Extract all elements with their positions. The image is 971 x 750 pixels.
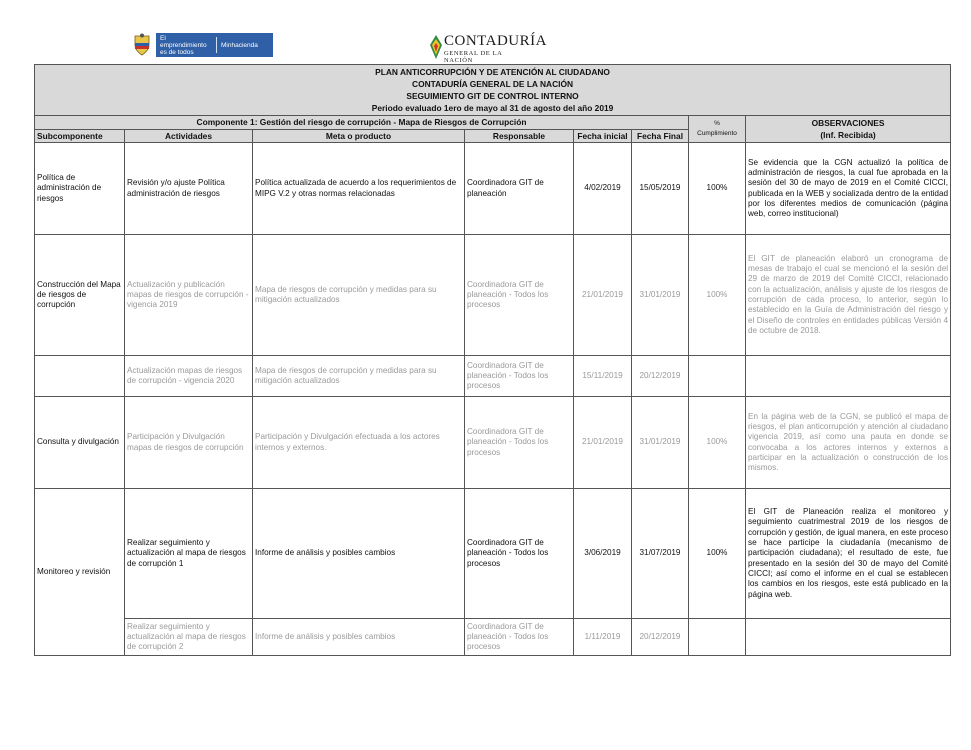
cell-meta: Política actualizada de acuerdo a los requerimientos de MIPG V.2 y otras normas relacionadas xyxy=(253,143,465,235)
col-actividades: Actividades xyxy=(125,130,253,143)
cell-fecha-inicial: 15/11/2019 xyxy=(574,356,632,397)
cell-actividad: Revisión y/o ajuste Política administración de riesgos xyxy=(125,143,253,235)
col-meta: Meta o producto xyxy=(253,130,465,143)
table-row xyxy=(35,489,951,619)
ministry-banner xyxy=(156,33,273,57)
cell-subcomponente: Consulta y divulgación xyxy=(35,397,125,489)
col-fecha-inicial: Fecha inicial xyxy=(574,130,632,143)
logo-text-line2: es de todos xyxy=(160,48,194,56)
cell-observaciones xyxy=(746,619,951,656)
header-line-2: CONTADURÍA GENERAL DE LA NACIÓN xyxy=(412,79,574,89)
header-line-3: SEGUIMIENTO GIT DE CONTROL INTERNO xyxy=(406,91,579,101)
cell-responsable: Coordinadora GIT de planeación xyxy=(465,143,574,235)
table-row xyxy=(35,143,951,235)
observaciones-label: OBSERVACIONES xyxy=(811,118,885,128)
cell-meta: Informe de análisis y posibles cambios xyxy=(253,619,465,656)
cell-subcomponente: Política de administración de riesgos xyxy=(35,143,125,235)
cell-cumplimiento: 100% xyxy=(689,235,746,356)
col-fecha-final: Fecha Final xyxy=(632,130,689,143)
cumplimiento-header xyxy=(689,116,746,143)
cell-responsable: Coordinadora GIT de planeación - Todos los procesos xyxy=(465,397,574,489)
cell-actividad: Realizar seguimiento y actualización al mapa de riesgos de corrupción 1 xyxy=(125,489,253,619)
cell-meta: Mapa de riesgos de corrupción y medidas para su mitigación actualizados xyxy=(253,235,465,356)
table-row xyxy=(35,397,951,489)
cell-actividad: Actualización mapas de riesgos de corrupción - vigencia 2020 xyxy=(125,356,253,397)
logo-subtitle: GENERAL DE LA NACIÓN xyxy=(444,50,503,64)
col-responsable: Responsable xyxy=(465,130,574,143)
cell-responsable: Coordinadora GIT de planeación - Todos los procesos xyxy=(465,235,574,356)
cell-fecha-final: 20/12/2019 xyxy=(632,619,689,656)
header-line-1: PLAN ANTICORRUPCIÓN Y DE ATENCIÓN AL CIUDADANO xyxy=(375,67,610,77)
report-header xyxy=(35,65,951,116)
cell-responsable: Coordinadora GIT de planeación - Todos los procesos xyxy=(465,356,574,397)
cell-actividad: Participación y Divulgación mapas de riesgos de corrupción xyxy=(125,397,253,489)
cell-fecha-inicial: 4/02/2019 xyxy=(574,143,632,235)
observaciones-sub-label: (Inf. Recibida) xyxy=(820,130,876,140)
cell-responsable: Coordinadora GIT de planeación - Todos los procesos xyxy=(465,619,574,656)
cell-subcomponente: Monitoreo y revisión xyxy=(35,489,125,656)
col-subcomponente: Subcomponente xyxy=(35,130,125,143)
cell-observaciones: El GIT de planeación elaboró un cronograma de mesas de trabajo el cual se mencionó el la sesión del 29 de marzo de 2019 del Comité CICCI, relacionado con la actualización, análisis y ajuste de los riesgos de corrupción de cada proceso, lo anterior, según lo establecido en la Guía de Administración del riesgo y el Diseño de controles en entidades públicas Versión 4 de octubre de 2018. xyxy=(746,235,951,356)
cell-fecha-final: 31/01/2019 xyxy=(632,235,689,356)
cell-fecha-final: 20/12/2019 xyxy=(632,356,689,397)
header-line-4: Periodo evaluado 1ero de mayo al 31 de agosto del año 2019 xyxy=(371,103,614,113)
cell-meta: Informe de análisis y posibles cambios xyxy=(253,489,465,619)
logo-name: CONTADURÍA xyxy=(444,33,547,49)
cell-cumplimiento: 100% xyxy=(689,489,746,619)
cell-cumplimiento: 100% xyxy=(689,143,746,235)
cell-fecha-final: 15/05/2019 xyxy=(632,143,689,235)
cell-meta: Mapa de riesgos de corrupción y medidas para su mitigación actualizados xyxy=(253,356,465,397)
cell-fecha-inicial: 1/11/2019 xyxy=(574,619,632,656)
table-row xyxy=(35,619,951,656)
component-title: Componente 1: Gestión del riesgo de corrupción - Mapa de Riesgos de Corrupción xyxy=(35,116,689,130)
cell-actividad: Actualización y publicación mapas de riesgos de corrupción - vigencia 2019 xyxy=(125,235,253,356)
cell-fecha-inicial: 3/06/2019 xyxy=(574,489,632,619)
plan-table xyxy=(34,64,951,656)
cell-cumplimiento xyxy=(689,619,746,656)
cell-fecha-final: 31/01/2019 xyxy=(632,397,689,489)
observaciones-header xyxy=(746,116,951,143)
cell-subcomponente: Construcción del Mapa de riesgos de corrupción xyxy=(35,235,125,356)
cell-responsable: Coordinadora GIT de planeación - Todos los procesos xyxy=(465,489,574,619)
cell-cumplimiento xyxy=(689,356,746,397)
cell-actividad: Realizar seguimiento y actualización al mapa de riesgos de corrupción 2 xyxy=(125,619,253,656)
table-row xyxy=(35,235,951,356)
cell-fecha-inicial: 21/01/2019 xyxy=(574,235,632,356)
cell-observaciones: En la página web de la CGN, se publicó el mapa de riesgos, el plan anticorrupción y atención al ciudadano vigencia 2019, así como una pauta en donde se convocaba a los actores internos y externos a participar en la actualización o construcción de los mismos. xyxy=(746,397,951,489)
cell-observaciones: Se evidencia que la CGN actualizó la política de administración de riesgos, la cual fue aprobada en la sesión del 30 de mayo de 2019 en el Comité CICCI, publicada en la WEB y socializada dentro de la entidad por los diferentes medios de comunicación (página web, correo institucional) xyxy=(746,143,951,235)
flame-icon xyxy=(428,33,444,61)
cell-subcomponente xyxy=(35,356,125,397)
government-logo xyxy=(131,32,273,58)
cell-meta: Participación y Divulgación efectuada a los actores internos y externos. xyxy=(253,397,465,489)
cumplimiento-label: Cumplimiento xyxy=(697,130,737,137)
cell-fecha-inicial: 21/01/2019 xyxy=(574,397,632,489)
logo-bar xyxy=(0,0,971,64)
cell-observaciones: El GIT de Planeación realiza el monitoreo y seguimiento cuatrimestral 2019 de los riesgos de corrupción y gestión, de igual manera, en este proceso se hace participe la ciudadanía (mecanismo de participación ciudadana); el resultado de este, fue presentado en la sesión del 30 de mayo del Comité CICCI; así como el informe en el cual se establecen los cambios en los riesgos, este está publicado en la página web. xyxy=(746,489,951,619)
ministry-name: Minhacienda xyxy=(221,41,258,49)
contaduria-logo xyxy=(428,33,547,64)
coat-of-arms-icon xyxy=(131,33,153,57)
cell-cumplimiento: 100% xyxy=(689,397,746,489)
cumplimiento-pct-label: % xyxy=(714,119,720,127)
logo-text-line1: El emprendimiento xyxy=(160,34,207,49)
cell-fecha-final: 31/07/2019 xyxy=(632,489,689,619)
cell-observaciones xyxy=(746,356,951,397)
table-row xyxy=(35,356,951,397)
